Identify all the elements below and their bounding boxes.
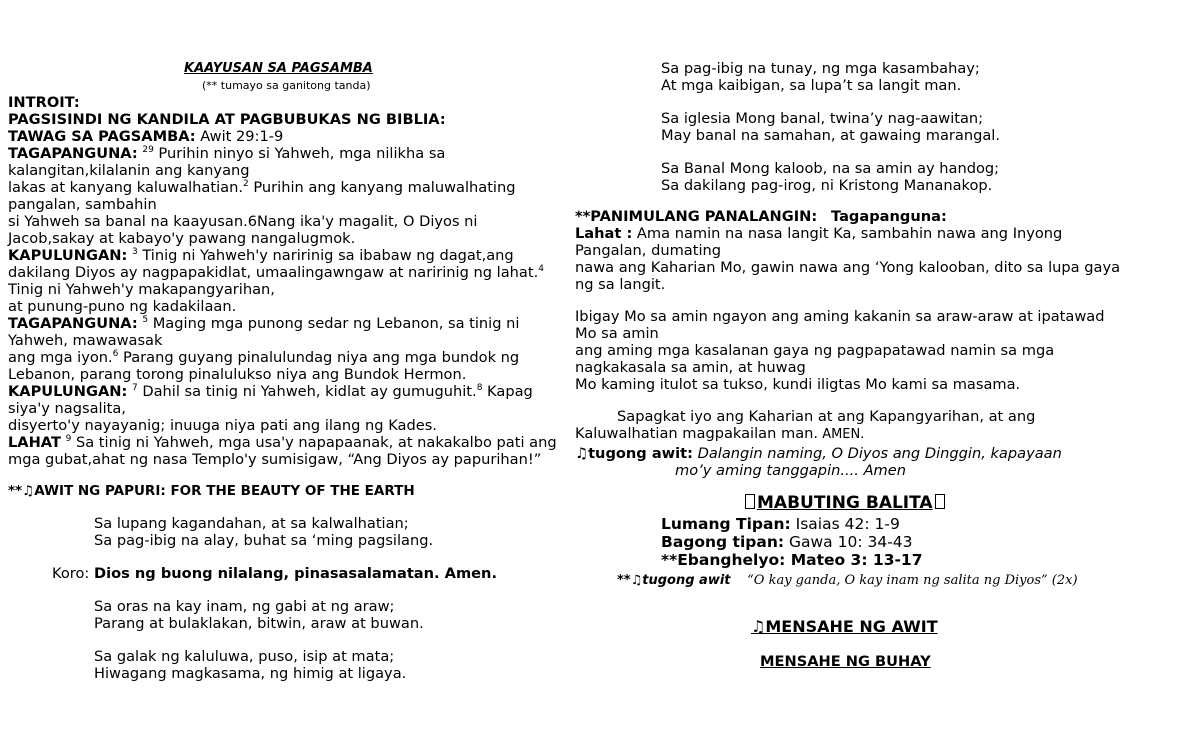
reading-line [8,179,516,196]
lumang-tipan-reference: Isaias 42: 1-9 [790,515,900,533]
verse-number: 4 [538,264,544,274]
koro-text: Dios ng buong nilalang, pinasasalamatan. Amen. [94,565,497,582]
reading-text: Sa tinig ni Yahweh, mga usa'y napapaanak, at nakakalbo pati ang [71,434,557,451]
reading-line [8,349,519,366]
verse-number: 2 [242,179,249,189]
prayer-line: Mo sa amin [575,325,659,342]
mabuting-balita-heading [745,493,945,513]
reading-text: lakas at kanyang kaluwalhatian. [8,179,243,196]
tugong-awit-text: mo’y aming tanggapin.... Amen [675,462,906,479]
reading-line [8,264,544,281]
tagapanguna-2-line [8,315,519,332]
panimulang-heading: **PANIMULANG PANALANGIN: [575,208,818,225]
tugong-awit-2-label: **♫tugong awit [617,573,731,588]
tagapanguna-label: TAGAPANGUNA: [8,145,138,162]
kapulungan-label: KAPULUNGAN: [8,383,128,400]
tugong-awit-2-text: “O kay ganda, O kay inam ng salita ng Diyos” (2x) [747,573,1078,588]
tawag-line [8,128,283,145]
bagong-tipan-line [661,533,913,551]
reading-text: Dahil sa tinig ni Yahweh, kidlat ay gumuguhit. [137,383,477,400]
reading-line: siya'y nagsalita, [8,400,126,417]
hymn-line: Sa Banal Mong kaloob, na sa amin ay handog; [661,160,1000,177]
lumang-tipan-label: Lumang Tipan: [661,515,791,533]
reading-text: Purihin ang kanyang maluwalhating [248,179,516,196]
reading-text: ang mga iyon. [8,349,113,366]
hymn-line: May banal na samahan, at gawaing marangal. [661,127,1001,144]
reading-text: Parang guyang pinalulundag niya ang mga bundok ng [118,349,520,366]
bagong-tipan-label: Bagong tipan: [661,533,785,551]
prayer-line: nawa ang Kaharian Mo, gawin nawa ang ‘Yong kalooban, dito sa lupa gaya [575,259,1121,276]
mensahe-ng-awit-heading: ♫MENSAHE NG AWIT [751,617,938,636]
prayer-line: ng sa langit. [575,276,666,293]
hymn-line: Parang at bulaklakan, bitwin, araw at buwan. [94,615,424,632]
prayer-line [575,225,1062,242]
mensahe-ng-buhay-heading: MENSAHE NG BUHAY [760,653,931,670]
hymn-line: Sa pag-ibig na tunay, ng mga kasambahay; [661,60,980,77]
page-subtitle: (** tumayo sa ganitong tanda) [202,79,371,92]
lumang-tipan-line [661,515,900,533]
reading-text: Kapag [482,383,533,400]
panimulang-leader: Tagapanguna: [831,208,947,225]
hymn-line: Sa lupang kagandahan, at sa kalwalhatian; [94,515,409,532]
verse-number: 8 [476,383,483,393]
awit-heading: **♫AWIT NG PAPURI: FOR THE BEAUTY OF THE EARTH [8,483,415,499]
tawag-reference: Awit 29:1-9 [195,128,284,145]
hymn-line: Sa iglesia Mong banal, twina’y nag-aawitan; [661,110,984,127]
hymn-line: Hiwagang magkasama, ng himig at ligaya. [94,665,407,682]
reading-line: Yahweh, mawawasak [8,332,163,349]
amen-text: AMEN. [818,427,865,442]
prayer-line: nagkakasala sa amin, at huwag [575,359,806,376]
lahat-label: Lahat : [575,225,633,242]
kapulungan-2-line [8,383,533,400]
pagsisindi-heading: PAGSISINDI NG KANDILA AT PAGBUBUKAS NG BIBLIA: [8,111,446,128]
reading-line: kalangitan,kilalanin ang kanyang [8,162,250,179]
kapulungan-label: KAPULUNGAN: [8,247,128,264]
lahat-line [8,434,557,451]
verse-number: 9 [65,434,72,444]
hymn-line: At mga kaibigan, sa lupa’t sa langit man. [661,77,962,94]
reading-line: pangalan, sambahin [8,196,157,213]
tagapanguna-label: TAGAPANGUNA: [8,315,138,332]
reading-line: Lebanon, parang torong pinalulukso niya ang Bundok Hermon. [8,366,467,383]
reading-line: mga gubat,ahat ng nasa Templo'y sumisigaw, “Ang Diyos ay papurihan!” [8,451,542,468]
tawag-label: TAWAG SA PAGSAMBA: [8,128,196,145]
koro-label: Koro: [52,565,90,582]
reading-text: Tinig ni Yahweh'y naririnig sa ibabaw ng dagat,ang [137,247,514,264]
verse-number: 29 [142,145,154,155]
mabuting-balita-text: MABUTING BALITA [757,493,933,513]
prayer-line: Pangalan, dumating [575,242,722,259]
tugong-awit-label: ♫tugong awit: [575,445,693,462]
verse-number: 5 [142,315,149,325]
tugong-awit-2-line [617,571,1078,589]
bagong-tipan-reference: Gawa 10: 34-43 [784,533,913,551]
box-glyph-icon [935,494,945,509]
verse-number: 3 [131,247,138,257]
page-title: KAAYUSAN SA PAGSAMBA [184,61,373,76]
reading-line: Tinig ni Yahweh'y makapangyarihan, [8,281,275,298]
verse-number: 6 [112,349,119,359]
box-glyph-icon [745,494,755,509]
prayer-text: Ama namin na nasa langit Ka, sambahin nawa ang Inyong [632,225,1063,242]
verse-number: 7 [131,383,138,393]
reading-line: Jacob,sakay at kabayo'y pawang nangalugmok. [8,230,356,247]
tagapanguna-1-line [8,145,445,162]
prayer-line: Mo kaming itulot sa tukso, kundi iligtas Mo kami sa masama. [575,376,1021,393]
tugong-awit-text: Dalangin naming, O Diyos ang Dinggin, kapayaan [692,445,1062,462]
tugong-awit-line [575,445,1062,462]
reading-text: dakilang Diyos ay nagpapakidlat, umaalingawngaw at naririnig ng lahat. [8,264,539,281]
reading-line: si Yahweh sa banal na kaayusan.6Nang ika'y magalit, O Diyos ni [8,213,478,230]
reading-line: at punung-puno ng kadakilaan. [8,298,237,315]
prayer-line [575,425,864,443]
reading-text: Maging mga punong sedar ng Lebanon, sa tinig ni [148,315,520,332]
prayer-line: Ibigay Mo sa amin ngayon ang aming kakanin sa araw-araw at ipatawad [575,308,1105,325]
hymn-line: Sa oras na kay inam, ng gabi at ng araw; [94,598,395,615]
reading-text: Purihin ninyo si Yahweh, mga nilikha sa [153,145,446,162]
kapulungan-1-line [8,247,514,264]
prayer-text: Kaluwalhatian magpakailan man. [575,425,819,442]
prayer-line: ang aming mga kasalanan gaya ng pagpapatawad namin sa mga [575,342,1055,359]
hymn-line: Sa dakilang pag-irog, ni Kristong Mananakop. [661,177,993,194]
hymn-line: Sa galak ng kaluluwa, puso, isip at mata; [94,648,395,665]
lahat-label: LAHAT [8,434,61,451]
hymn-line: Sa pag-ibig na alay, buhat sa ‘ming pagsilang. [94,532,434,549]
introit-heading: INTROIT: [8,94,80,111]
prayer-line: Sapagkat iyo ang Kaharian at ang Kapangyarihan, at ang [617,408,1036,425]
reading-line: disyerto'y nayayanig; inuuga niya pati ang ilang ng Kades. [8,417,437,434]
ebanghelyo-line: **Ebanghelyo: Mateo 3: 13-17 [661,551,923,569]
